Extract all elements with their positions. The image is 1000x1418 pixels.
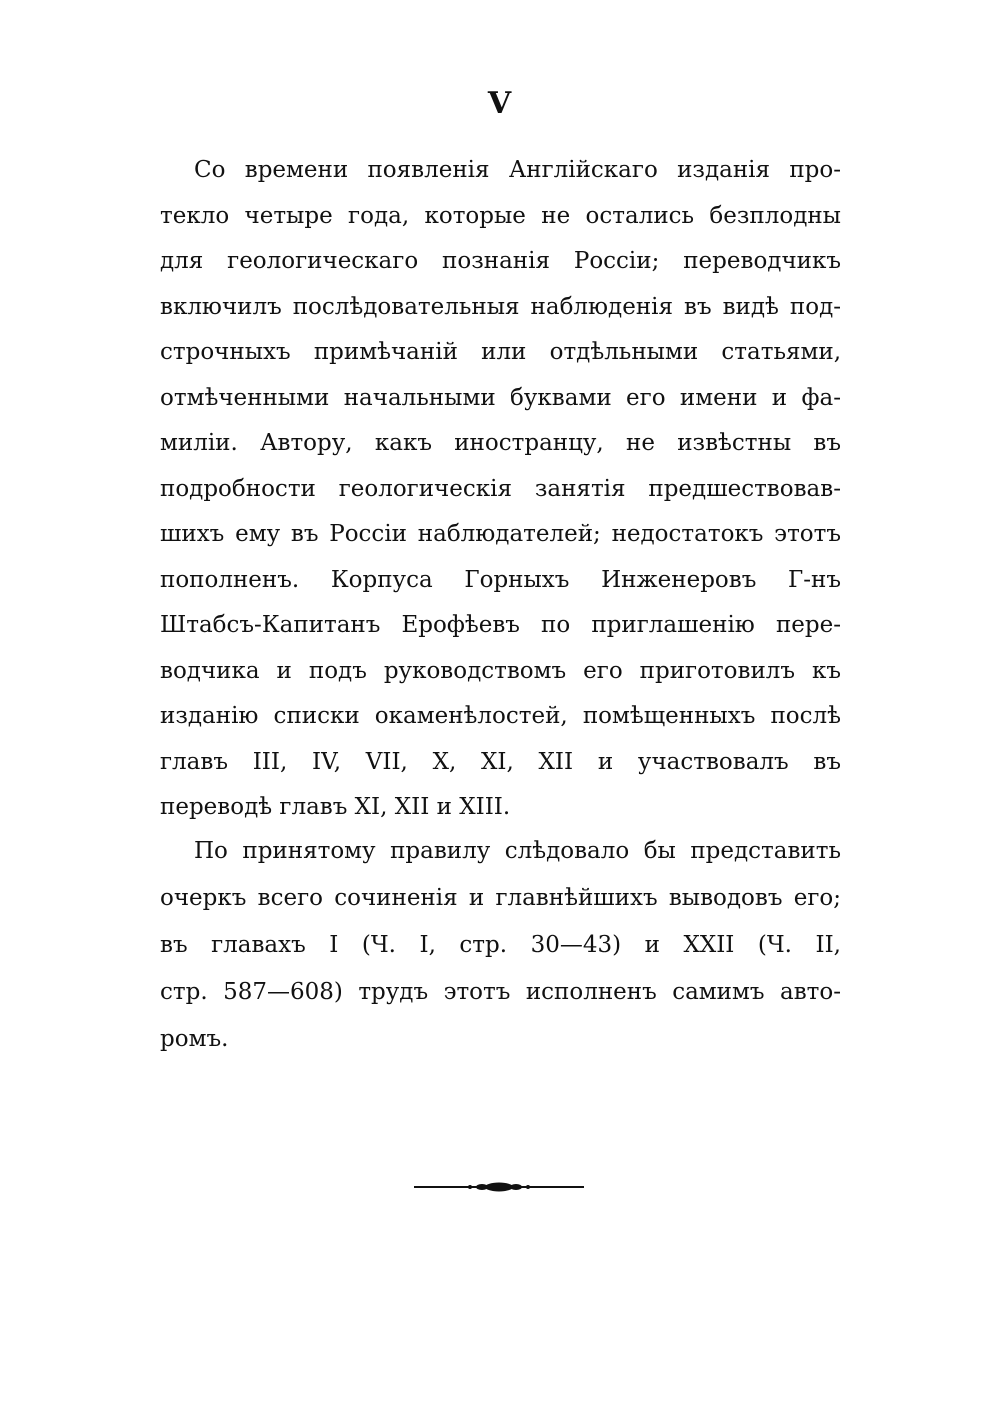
page-number: V	[487, 86, 513, 121]
paragraph-line: для геологическаго познанія Россіи; переводчикъ	[160, 248, 841, 274]
paragraph-line: подробности геологическія занятія предшествовав-	[160, 475, 841, 502]
paragraph-line: текло четыре года, которые не остались безплодны	[160, 202, 841, 229]
paragraph-1	[160, 148, 841, 831]
paragraph-line: очеркъ всего сочиненія и главнѣйшихъ выводовъ его;	[160, 885, 841, 911]
paragraph-line: строчныхъ примѣчаній или отдѣльными статьями,	[160, 339, 841, 365]
paragraph-line: главъ III, IV, VII, X, XI, XII и участвовалъ въ	[160, 748, 841, 775]
paragraph-line: Со времени появленія Англійскаго изданія про-	[194, 157, 841, 183]
paragraph-line: изданію списки окаменѣлостей, помѣщенныхъ послѣ	[160, 703, 841, 729]
paragraph-line: миліи. Автору, какъ иностранцу, не извѣстны въ	[160, 430, 841, 456]
paragraph-line: переводѣ главъ XI, XII и XIII.	[160, 794, 511, 820]
paragraph-line: шихъ ему въ Россіи наблюдателей; недостатокъ этотъ	[160, 521, 841, 547]
paragraph-line: стр. 587—608) трудъ этотъ исполненъ самимъ авто-	[160, 979, 841, 1005]
paragraph-line: въ главахъ I (Ч. I, стр. 30—43) и XXII (Ч. II,	[160, 932, 841, 958]
paragraph-line: пополненъ. Корпуса Горныхъ Инженеровъ Г-нъ	[160, 566, 841, 593]
tailpiece-ornament-icon	[414, 1178, 584, 1196]
paragraph-line: ромъ.	[160, 1026, 229, 1052]
paragraph-line: По принятому правилу слѣдовало бы представить	[194, 838, 841, 864]
paragraph-line: водчика и подъ руководствомъ его приготовилъ къ	[160, 657, 841, 684]
paragraph-line: отмѣченными начальными буквами его имени и фа-	[160, 384, 841, 411]
paragraph-line: включилъ послѣдовательныя наблюденія въ видѣ под-	[160, 293, 841, 320]
paragraph-2	[160, 828, 841, 1063]
paragraph-line: Штабсъ-Капитанъ Ерофѣевъ по приглашенію пере-	[160, 612, 841, 638]
